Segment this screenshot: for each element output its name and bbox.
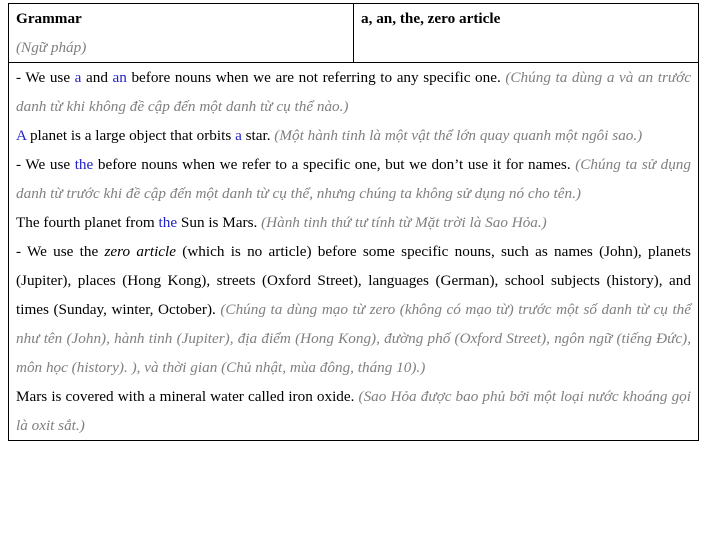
example-the bbox=[16, 208, 691, 237]
example-text: Sun is Mars. bbox=[177, 214, 262, 231]
rule-text: - We use bbox=[16, 69, 75, 86]
header-left-cell bbox=[9, 4, 354, 63]
article-highlight: a bbox=[235, 127, 242, 144]
vietnamese-translation: (Một hành tinh là một vật thể lớn quay quanh một ngôi sao.) bbox=[274, 127, 643, 144]
article-highlight: the bbox=[74, 156, 94, 173]
header-row bbox=[9, 4, 699, 63]
content-row bbox=[9, 63, 699, 441]
header-right-cell bbox=[354, 4, 699, 63]
example-text: The fourth planet from bbox=[16, 214, 159, 231]
example-text: Mars is covered with a mineral water called iron oxide. bbox=[16, 388, 359, 405]
example-a-an bbox=[16, 121, 691, 150]
grammar-title: Grammar bbox=[16, 10, 82, 27]
rule-text: - We use the bbox=[16, 243, 105, 260]
vietnamese-translation: (Chúng ta dùng a và an trước danh từ khi không đề cập đến một danh từ cụ thể nào.) bbox=[16, 69, 691, 115]
rule-zero-article bbox=[16, 237, 691, 382]
rule-text: (which is no article) before some specific nouns, such as names (John), planets (Jupiter), places (Hong Kong), streets (Oxford Street), languages (German), school subjects (history), and times (Sunday, winter, October). bbox=[16, 243, 691, 318]
vietnamese-translation: (Chúng ta sử dụng danh từ trước khi đề cập đến một danh từ cụ thể, nhưng chúng ta không sử dụng nó cho tên.) bbox=[16, 156, 691, 202]
topic-title: a, an, the, zero article bbox=[361, 10, 501, 27]
example-zero-article bbox=[16, 382, 691, 440]
vietnamese-translation: (Chúng ta dùng mạo từ zero (không có mạo từ) trước một số danh từ cụ thể như tên (John), hành tinh (Jupiter), địa điểm (Hong Kong), đường phố (Oxford Street), ngôn ngữ (tiếng Đức), môn học (history). ), và thời gian (Chủ nhật, mùa đông, tháng 10).) bbox=[16, 301, 691, 376]
rule-a-an bbox=[16, 63, 691, 121]
article-highlight: a bbox=[74, 69, 82, 86]
example-text: star. bbox=[241, 127, 275, 144]
article-highlight: A bbox=[16, 127, 27, 144]
grammar-table bbox=[8, 3, 699, 441]
article-highlight: an bbox=[112, 69, 127, 86]
rule-text: and bbox=[81, 69, 113, 86]
zero-article-term: zero article bbox=[104, 243, 176, 260]
content-cell bbox=[9, 63, 699, 441]
article-highlight: the bbox=[158, 214, 178, 231]
grammar-subtitle: (Ngữ pháp) bbox=[16, 39, 87, 56]
rule-text: - We use bbox=[16, 156, 75, 173]
rule-the bbox=[16, 150, 691, 208]
vietnamese-translation: (Hành tinh thứ tư tính từ Mặt trời là Sao Hỏa.) bbox=[261, 214, 547, 231]
rule-text: before nouns when we are not referring to any specific one. bbox=[126, 69, 506, 86]
vietnamese-translation: (Sao Hỏa được bao phủ bởi một loại nước khoáng gọi là oxit sắt.) bbox=[16, 388, 691, 434]
rule-text: before nouns when we refer to a specific one, but we don’t use it for names. bbox=[93, 156, 576, 173]
example-text: planet is a large object that orbits bbox=[26, 127, 236, 144]
